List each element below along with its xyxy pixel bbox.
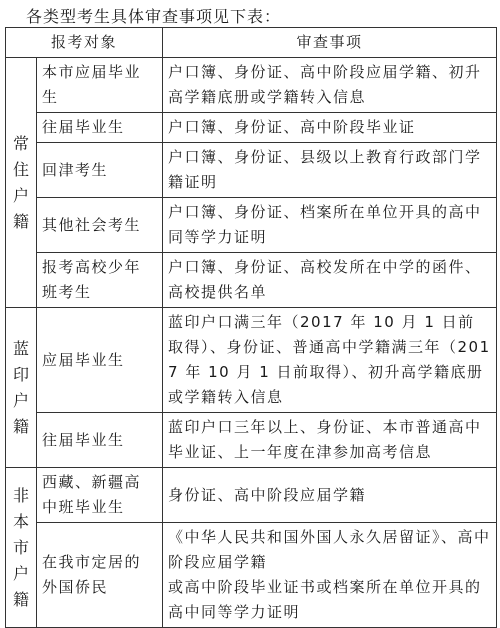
table-row — [6, 113, 497, 143]
table-row — [6, 468, 497, 523]
row-object: 应届毕业生 — [37, 308, 163, 413]
table-row — [6, 523, 497, 628]
row-object: 本市应届毕业生 — [37, 58, 163, 113]
row-object: 报考高校少年班考生 — [37, 253, 163, 308]
row-items: 户口簿、身份证、高校发所在中学的函件、高校提供名单 — [163, 253, 497, 308]
row-object: 回津考生 — [37, 143, 163, 198]
row-items: 户口簿、身份证、高中阶段毕业证 — [163, 113, 497, 143]
header-items: 审查事项 — [163, 28, 497, 58]
row-items-line: 《中华人民共和国外国人永久居留证》、高中阶段应届学籍 — [168, 528, 491, 571]
row-items: 户口簿、身份证、高中阶段应届学籍、初升高学籍底册或学籍转入信息 — [163, 58, 497, 113]
row-items: 身份证、高中阶段应届学籍 — [163, 468, 497, 523]
header-object: 报考对象 — [6, 28, 163, 58]
row-items: 户口簿、身份证、县级以上教育行政部门学籍证明 — [163, 143, 497, 198]
group-label-non-local: 非本市户籍 — [6, 468, 37, 628]
row-object: 在我市定居的外国侨民 — [37, 523, 163, 628]
table-row — [6, 58, 497, 113]
table-row — [6, 198, 497, 253]
intro-text: 各类型考生具体审查事项见下表： — [26, 7, 282, 26]
header-row — [6, 28, 497, 58]
review-table — [5, 27, 497, 628]
row-object: 西藏、新疆高中班毕业生 — [37, 468, 163, 523]
row-items: 蓝印户口满三年（2017 年 10 月 1 日前取得）、身份证、普通高中学籍满三年（2017 年 10 月 1 日前取得）、初升高学籍底册或学籍转入信息 — [163, 308, 497, 413]
table-row — [6, 253, 497, 308]
row-items: 户口簿、身份证、档案所在单位开具的高中同等学力证明 — [163, 198, 497, 253]
row-object: 其他社会考生 — [37, 198, 163, 253]
group-label-blue-stamp: 蓝印户籍 — [6, 308, 37, 468]
table-row — [6, 143, 497, 198]
row-items: 蓝印户口三年以上、身份证、本市普通高中毕业证、上一年度在津参加高考信息 — [163, 413, 497, 468]
row-items — [163, 523, 497, 628]
table-row — [6, 308, 497, 413]
table-row — [6, 413, 497, 468]
row-items-line: 或高中阶段毕业证书或档案所在单位开具的高中同等学力证明 — [168, 578, 482, 621]
row-object: 往届毕业生 — [37, 413, 163, 468]
row-object: 往届毕业生 — [37, 113, 163, 143]
group-label-resident: 常住户籍 — [6, 58, 37, 308]
